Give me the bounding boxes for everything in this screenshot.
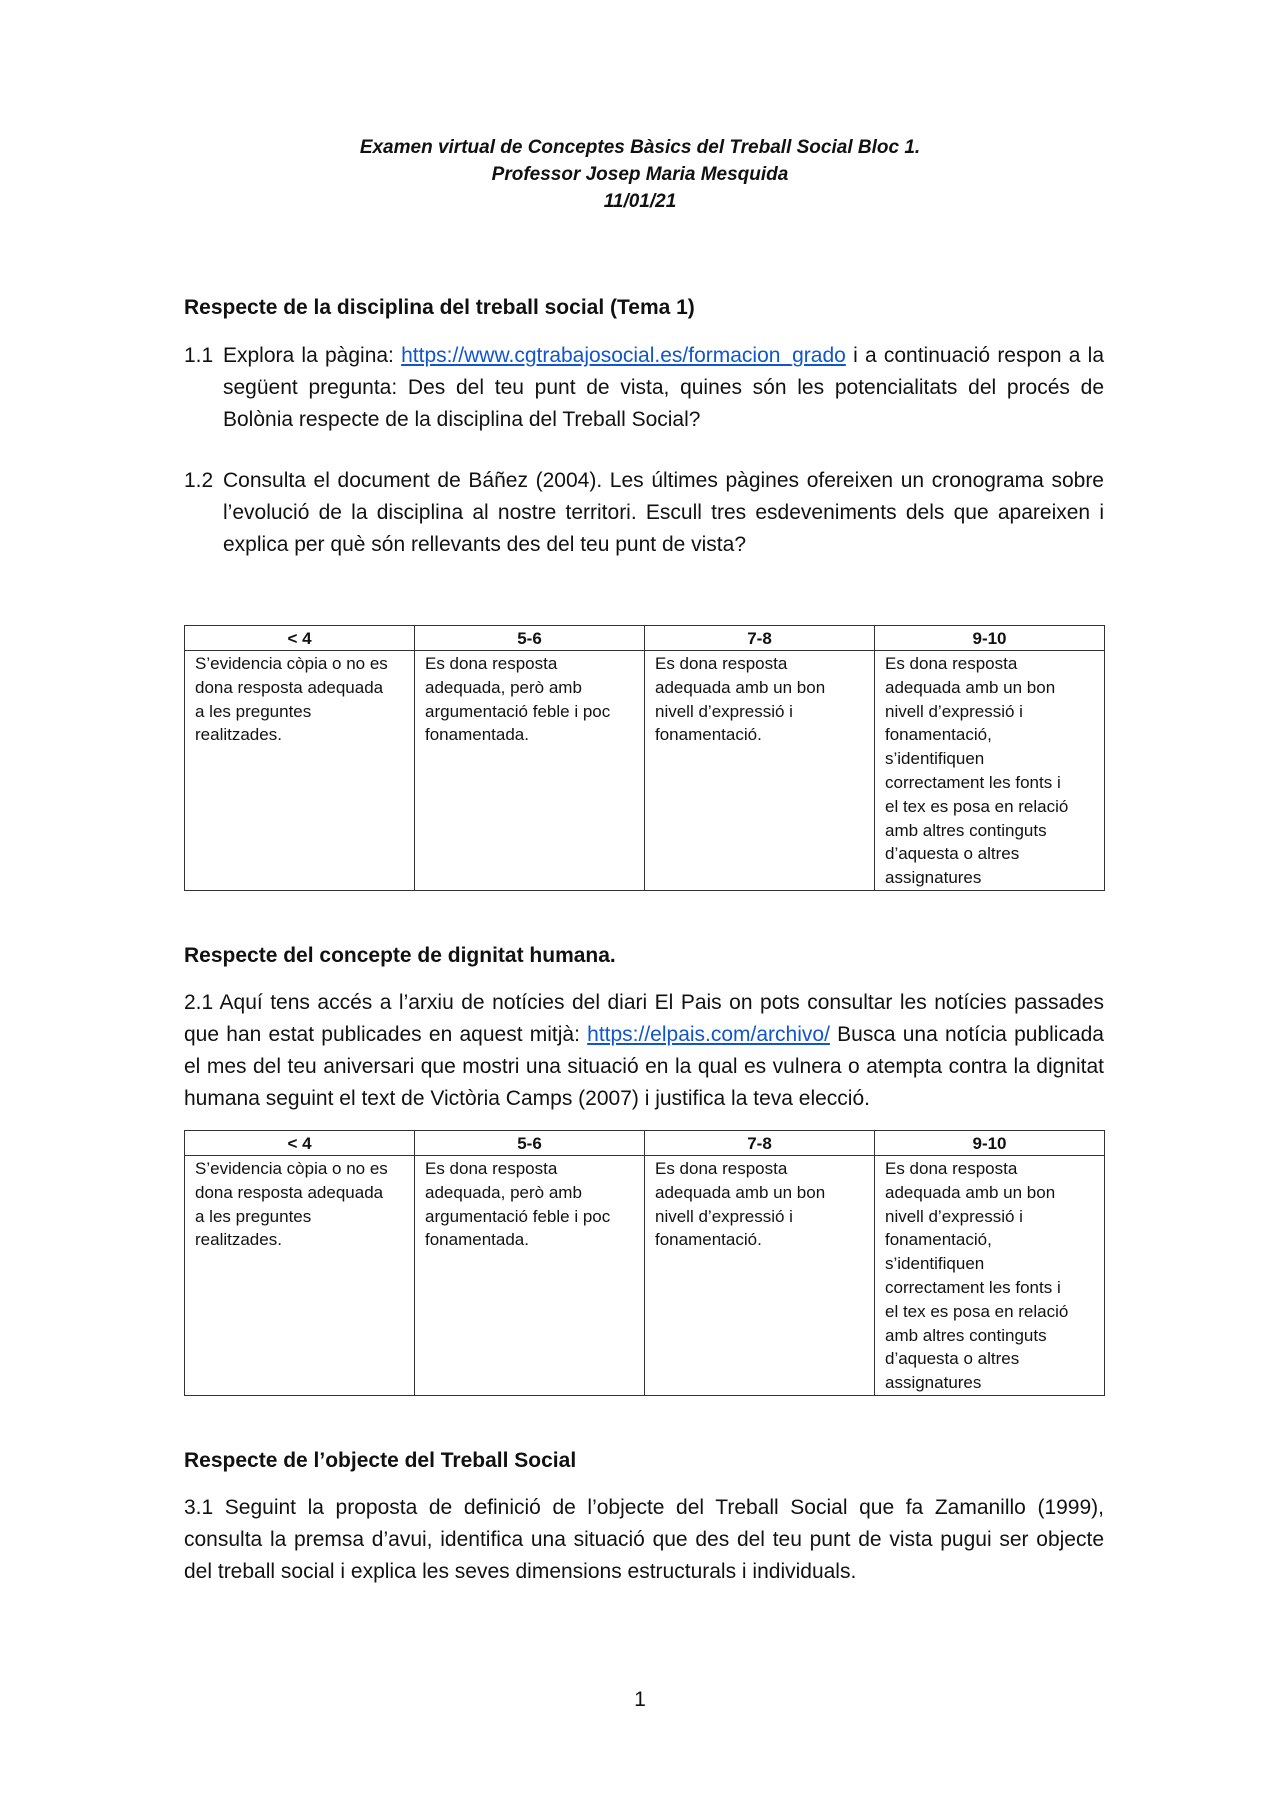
rubric-cell-7-8: Es dona resposta adequada amb un bon nivell d’expressió i fonamentació. [645, 1156, 875, 1396]
page-number: 1 [634, 1688, 646, 1711]
rubric-criteria-row [185, 1156, 1105, 1396]
question-text: 2.1 Aquí tens accés a l’arxiu de notícies del diari El Pais on pots consultar les notícies passades que han estat publicades en aquest mitjà: [184, 991, 1104, 1046]
rubric-cell-9-10: Es dona resposta adequada amb un bon nivell d’expressió i fonamentació, s’identifiquen correctament les fonts i el tex es posa en relació amb altres continguts d’aquesta o altres assignatures [875, 651, 1105, 891]
professor-name: Professor Josep Maria Mesquida [491, 164, 789, 185]
elpais-archive-link[interactable]: https://elpais.com/archivo/ [587, 1023, 830, 1046]
exam-title: Examen virtual de Conceptes Bàsics del Treball Social Bloc 1. [359, 137, 921, 158]
rubric-cell-below-4: S’evidencia còpia o no es dona resposta adequada a les preguntes realitzades. [185, 651, 415, 891]
cgtrabajosocial-link[interactable]: https://www.cgtrabajosocial.es/formacion_grado [401, 344, 846, 367]
rubric-header-row [185, 1131, 1105, 1156]
rubric-cell-9-10: Es dona resposta adequada amb un bon nivell d’expressió i fonamentació, s’identifiquen correctament les fonts i el tex es posa en relació amb altres continguts d’aquesta o altres assignatures [875, 1156, 1105, 1396]
rubric-criteria-row [185, 651, 1105, 891]
rubric-header-below-4: < 4 [185, 1131, 415, 1156]
question-1-2 [184, 465, 1104, 561]
question-number: 1.2 [184, 469, 214, 492]
rubric-header-5-6: 5-6 [415, 1131, 645, 1156]
rubric-header-row [185, 626, 1105, 651]
exam-header [0, 134, 1280, 215]
rubric-cell-below-4: S’evidencia còpia o no es dona resposta adequada a les preguntes realitzades. [185, 1156, 415, 1396]
rubric-header-7-8: 7-8 [645, 626, 875, 651]
rubric-header-7-8: 7-8 [645, 1131, 875, 1156]
section2-title: Respecte del concepte de dignitat humana. [184, 944, 616, 967]
question-2-1 [184, 987, 1104, 1115]
rubric-header-9-10: 9-10 [875, 626, 1105, 651]
question-text-cont: Busca una notícia publicada el mes del teu aniversari que mostri una situació en la qual es vulnera o atempta contra la dignitat humana seguint el text de Victòria Camps (2007) i justifica la teva elecció. [184, 1023, 1104, 1110]
rubric-header-below-4: < 4 [185, 626, 415, 651]
rubric-header-5-6: 5-6 [415, 626, 645, 651]
rubric-cell-5-6: Es dona resposta adequada, però amb argumentació feble i poc fonamentada. [415, 651, 645, 891]
question-number: 1.1 [184, 344, 214, 367]
question-3-1: 3.1 Seguint la proposta de definició de l’objecte del Treball Social que fa Zamanillo (1999), consulta la premsa d’avui, identifica una situació que des del teu punt de vista pugui ser objecte del treball social i explica les seves dimensions estructurals i individuals. [184, 1496, 1104, 1583]
exam-date: 11/01/21 [603, 191, 677, 212]
rubric-table-1 [184, 625, 1105, 891]
section3-title: Respecte de l’objecte del Treball Social [184, 1449, 577, 1472]
rubric-cell-7-8: Es dona resposta adequada amb un bon nivell d’expressió i fonamentació. [645, 651, 875, 891]
question-text: Explora la pàgina: [223, 344, 402, 367]
rubric-table-2 [184, 1130, 1105, 1396]
rubric-cell-5-6: Es dona resposta adequada, però amb argumentació feble i poc fonamentada. [415, 1156, 645, 1396]
question-1-1 [184, 340, 1104, 436]
rubric-header-9-10: 9-10 [875, 1131, 1105, 1156]
question-text-cont: i a continuació respon a la següent pregunta: Des del teu punt de vista, quines són les potencialitats del procés de Bolònia respecte de la disciplina del Treball Social? [223, 344, 1104, 431]
section1-title: Respecte de la disciplina del treball social (Tema 1) [184, 296, 695, 319]
question-text: Consulta el document de Báñez (2004). Les últimes pàgines ofereixen un cronograma sobre l’evolució de la disciplina al nostre territori. Escull tres esdeveniments dels que apareixen i explica per què són rellevants des del teu punt de vista? [223, 469, 1104, 556]
